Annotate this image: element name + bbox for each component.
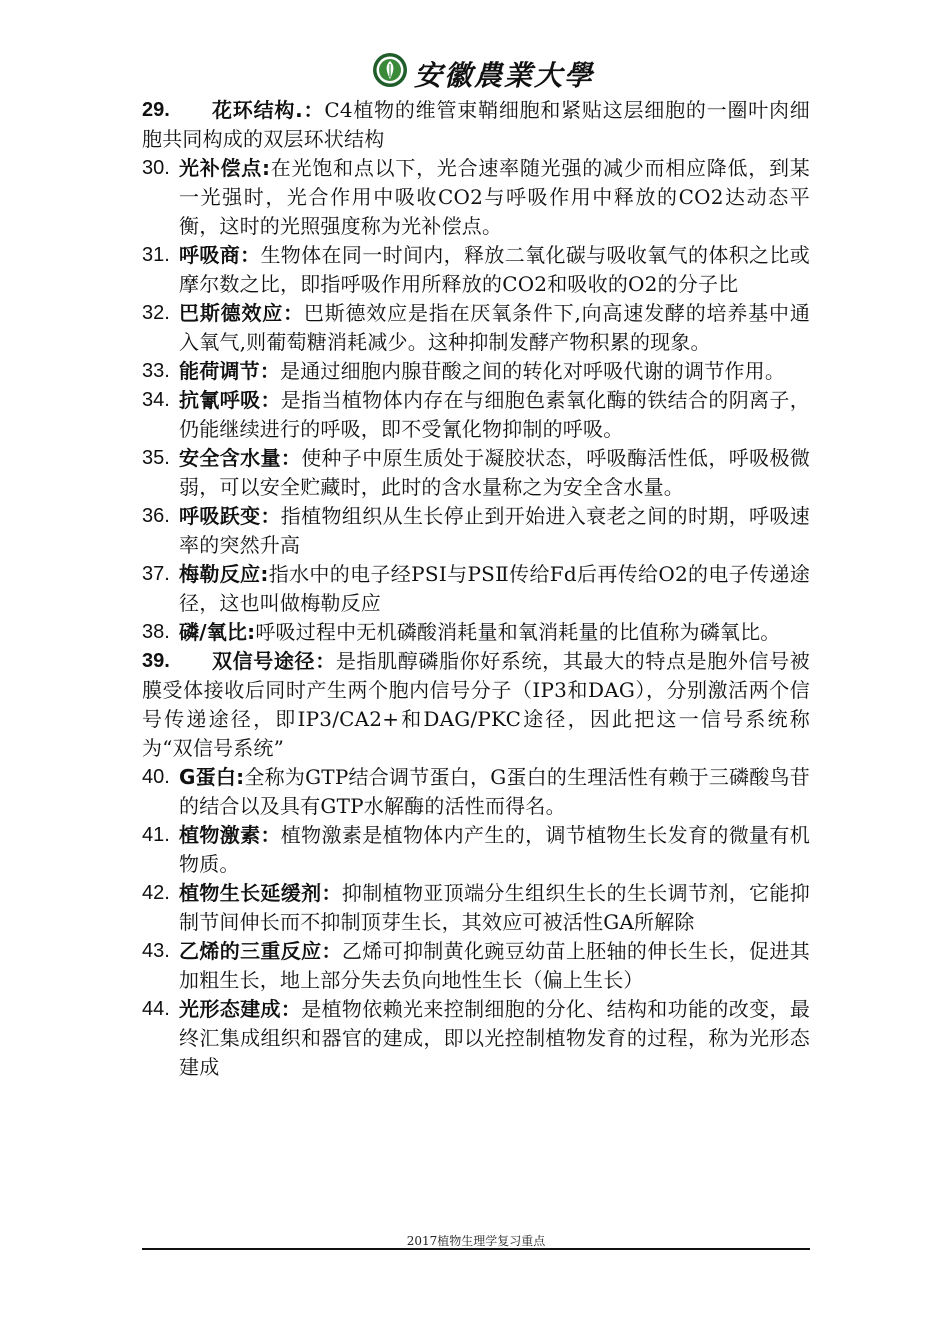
entry-body (179, 241, 810, 299)
entry-term: G蛋白 (179, 765, 237, 789)
entry-definition: 是植物依赖光来控制细胞的分化、结构和功能的改变，最终汇集成组织和器官的建成，即以光控制植物发育的过程，称为光形态建成 (179, 997, 811, 1079)
glossary-entry (142, 618, 810, 647)
glossary-entry (142, 502, 810, 560)
glossary-entry (142, 995, 810, 1082)
entry-number: 35. (142, 447, 170, 469)
entry-term: 能荷调节 (179, 359, 260, 383)
entry-definition: 巴斯德效应是指在厌氧条件下,向高速发酵的培养基中通入氧气,则葡萄糖消耗减少。这种抑制发酵产物积累的现象。 (179, 301, 811, 354)
entry-term: 安全含水量 (179, 446, 281, 470)
entry-separator: ： (283, 301, 304, 325)
entry-number: 34. (142, 389, 170, 411)
entry-number: 36. (142, 505, 170, 527)
entry-separator: : (262, 156, 271, 180)
entry-number: 42. (142, 882, 170, 904)
glossary-list (142, 96, 810, 1082)
glossary-entry (142, 879, 810, 937)
glossary-entry (142, 821, 810, 879)
entry-body (142, 647, 810, 763)
entry-body (179, 618, 810, 647)
entry-definition: 指植物组织从生长停止到开始进入衰老之间的时期，呼吸速率的突然升高 (179, 504, 810, 557)
entry-term: 植物生长延缓剂 (179, 881, 322, 905)
glossary-entry (142, 96, 810, 154)
entry-number: 43. (142, 940, 170, 962)
entry-number: 32. (142, 302, 170, 324)
entry-definition: 抑制植物亚顶端分生组织生长的生长调节剂，它能抑制节间伸长而不抑制顶芽生长，其效应可被活性GA所解除 (179, 881, 810, 934)
entry-term: 巴斯德效应 (179, 301, 284, 325)
entry-body (179, 937, 810, 995)
entry-term: 乙烯的三重反应 (179, 939, 322, 963)
glossary-entry (142, 937, 810, 995)
entry-separator: ： (321, 881, 342, 905)
entry-body (179, 502, 810, 560)
entry-number: 44. (142, 998, 170, 1020)
university-name: 安徽農業大學 (414, 59, 595, 92)
entry-number: 38. (142, 621, 170, 643)
entry-definition: 全称为GTP结合调节蛋白，G蛋白的生理活性有赖于三磷酸鸟苷的结合以及具有GTP水解酶的活性而得名。 (179, 765, 810, 818)
glossary-entry (142, 241, 810, 299)
entry-term: 呼吸跃变 (179, 504, 261, 528)
entry-definition: 呼吸过程中无机磷酸消耗量和氧消耗量的比值称为磷氧比。 (255, 620, 781, 644)
entry-body (179, 560, 810, 618)
entry-separator: ： (321, 939, 342, 963)
glossary-entry (142, 444, 810, 502)
entry-body (179, 357, 810, 386)
footer-rule (142, 1248, 810, 1250)
entry-term: 呼吸商 (179, 243, 241, 267)
glossary-entry (142, 299, 810, 357)
glossary-entry (142, 647, 810, 763)
entry-separator: : (260, 562, 269, 586)
page-footer (142, 1234, 810, 1254)
entry-separator: ： (260, 823, 281, 847)
entry-term: 光形态建成 (179, 997, 281, 1021)
entry-body (179, 995, 810, 1082)
entry-separator: .： (295, 98, 325, 122)
entry-number: 30. (142, 157, 170, 179)
glossary-entry (142, 560, 810, 618)
entry-definition: 在光饱和点以下，光合速率随光强的减少而相应降低，到某一光强时，光合作用中吸收CO2与呼吸作用中释放的CO2达动态平衡，这时的光照强度称为光补偿点。 (179, 156, 810, 238)
entry-term: 磷/氧比 (179, 620, 248, 644)
entry-body (179, 763, 810, 821)
entry-body (179, 299, 810, 357)
entry-definition: 是指当植物体内存在与细胞色素氧化酶的铁结合的阴离子，仍能继续进行的呼吸，即不受氰化物抑制的呼吸。 (179, 388, 810, 441)
entry-separator: ： (240, 243, 261, 267)
entry-body (179, 444, 810, 502)
university-seal-icon (372, 52, 408, 88)
entry-term: 梅勒反应 (179, 562, 261, 586)
entry-separator: ： (260, 504, 281, 528)
entry-term: 双信号途径 (212, 649, 316, 673)
entry-separator: ： (260, 388, 281, 412)
entry-number: 41. (142, 824, 170, 846)
entry-separator: ： (280, 446, 302, 470)
entry-definition: C4植物的维管束鞘细胞和紧贴这层细胞的一圈叶肉细胞共同构成的双层环状结构 (142, 98, 810, 151)
entry-body (179, 879, 810, 937)
entry-separator: ： (315, 649, 336, 673)
entry-definition: 使种子中原生质处于凝胶状态，呼吸酶活性低，呼吸极微弱，可以安全贮藏时，此时的含水量称之为安全含水量。 (179, 446, 811, 499)
entry-number: 37. (142, 563, 170, 585)
entry-number: 31. (142, 244, 170, 266)
entry-term: 植物激素 (179, 823, 261, 847)
entry-body (179, 154, 810, 241)
glossary-entry (142, 357, 810, 386)
entry-number: 40. (142, 766, 170, 788)
entry-term: 抗氰呼吸 (179, 388, 261, 412)
entry-definition: 是指肌醇磷脂你好系统，其最大的特点是胞外信号被膜受体接收后同时产生两个胞内信号分子（IP3和DAG），分别激活两个信号传递途径，即IP3/CA2+和DAG/PKC途径，因此把这一信号系统称为“双信号系统” (142, 649, 811, 760)
entry-number: 39. (142, 650, 170, 672)
page-header (0, 50, 950, 92)
entry-separator: ： (259, 359, 281, 383)
university-logo (372, 52, 595, 92)
entry-body (179, 821, 810, 879)
entry-definition: 指水中的电子经PSⅠ与PSⅡ传给Fd后再传给O2的电子传递途径，这也叫做梅勒反应 (179, 562, 810, 615)
entry-definition: 植物激素是植物体内产生的，调节植物生长发育的微量有机物质。 (179, 823, 810, 876)
entry-definition: 是通过细胞内腺苷酸之间的转化对呼吸代谢的调节作用。 (280, 359, 786, 383)
entry-separator: ： (280, 997, 302, 1021)
entry-separator: : (236, 765, 245, 789)
entry-number: 29. (142, 99, 170, 121)
entry-body (179, 386, 810, 444)
glossary-entry (142, 386, 810, 444)
entry-separator: : (247, 620, 256, 644)
entry-body (142, 96, 810, 154)
entry-term: 光补偿点 (179, 156, 263, 180)
entry-number: 33. (142, 360, 170, 382)
footer-title: 2017植物生理学复习重点 (406, 1234, 546, 1248)
glossary-entry (142, 763, 810, 821)
entry-definition: 乙烯可抑制黄化豌豆幼苗上胚轴的伸长生长，促进其加粗生长，地上部分失去负向地性生长（偏上生长） (179, 939, 810, 992)
glossary-entry (142, 154, 810, 241)
entry-definition: 生物体在同一时间内，释放二氧化碳与吸收氧气的体积之比或摩尔数之比，即指呼吸作用所释放的CO2和吸收的O2的分子比 (179, 243, 810, 296)
entry-term: 花环结构 (212, 98, 296, 122)
